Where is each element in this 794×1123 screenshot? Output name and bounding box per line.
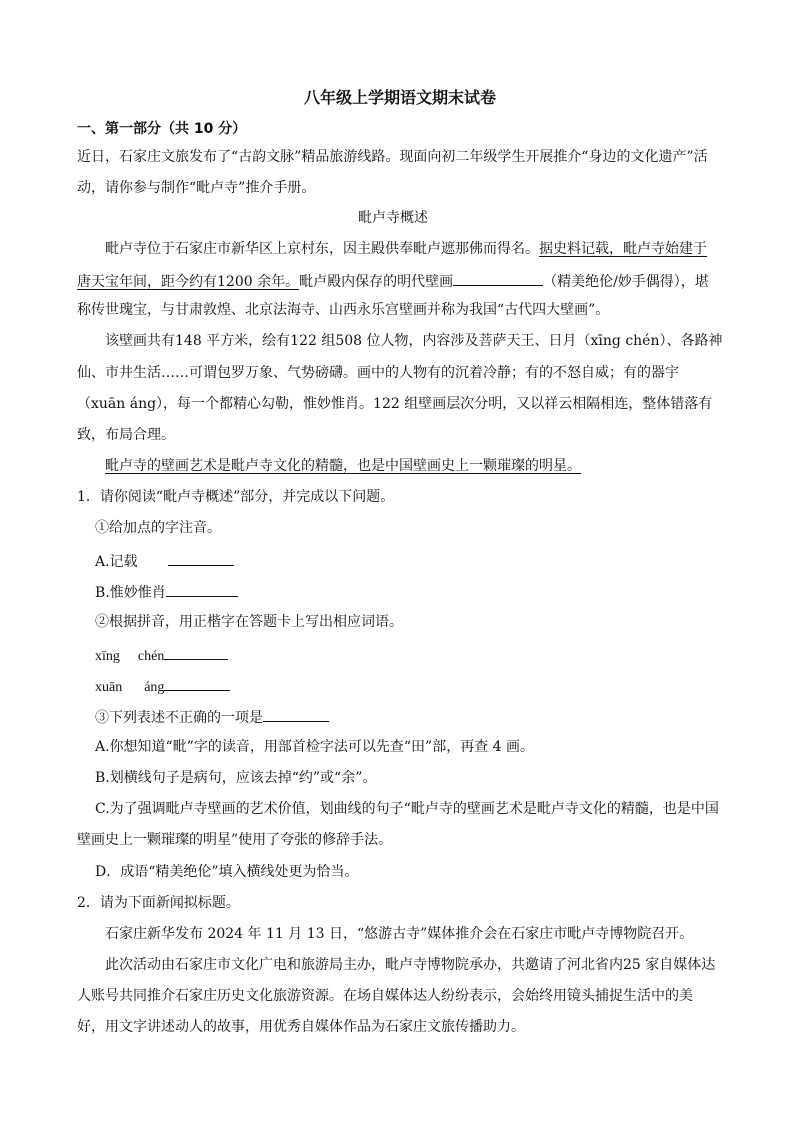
q1-option-c-line-1: C.为了强调毗卢寺壁画的艺术价值，划曲线的句子“毗卢寺的壁画艺术是毗卢寺文化的精髓，也是中国	[95, 801, 719, 817]
pinyin-chen: chén	[137, 649, 165, 664]
q1-option-b: B.划横线句子是病句，应该去掉“约”或“余”。	[95, 770, 377, 786]
answer-blank[interactable]	[164, 645, 228, 660]
pinyin-row-1	[95, 645, 228, 666]
answer-blank[interactable]	[166, 582, 238, 597]
passage-p2-line-4: 致，布局合理。	[77, 427, 175, 443]
q1-item-b	[95, 582, 238, 602]
q1-sub1: ①给加点的字注音。	[95, 520, 221, 536]
pinyin-xuan: xuān	[95, 680, 123, 695]
intro-line-2: 动，请你参与制作“毗卢寺”推介手册。	[77, 180, 316, 196]
q1-item-a	[95, 551, 234, 571]
p1-text-b: 毗卢殿内保存的明代壁画	[299, 274, 454, 290]
q1-sub3	[95, 707, 329, 727]
answer-blank[interactable]	[168, 551, 234, 566]
q1-option-c-line-2: 壁画史上一颗璀璨的明星”使用了夸张的修辞手法。	[77, 832, 393, 848]
news-line-1: 石家庄新华发布 2024 年 11 月 13 日，“悠游古寺”媒体推介会在石家庄市毗卢寺博物院召开。	[105, 926, 694, 942]
pinyin-ang: áng	[144, 680, 165, 695]
answer-blank[interactable]	[453, 271, 543, 286]
question-1-stem: 1．请你阅读“毗卢寺概述”部分，并完成以下问题。	[77, 489, 395, 505]
news-line-4: 好，用文字讲述动人的故事，用优秀自媒体作品为石家庄文旅传播助力。	[77, 1019, 525, 1035]
pinyin-xing: xīng	[95, 649, 120, 664]
p1-underlined-b: 唐天宝年间，距今约有1200 余年。	[77, 274, 300, 290]
passage-p1-line-3: 称传世瑰宝，与甘肃敦煌、北京法海寺、山西永乐宫壁画并称为我国“古代四大壁画”。	[77, 302, 610, 318]
q1-item-b-text: B.惟妙惟肖	[95, 585, 166, 601]
passage-subtitle: 毗卢寺概述	[358, 210, 428, 226]
question-2-stem: 2．请为下面新闻拟标题。	[77, 895, 240, 911]
passage-p3: 毗卢寺的壁画艺术是毗卢寺文化的精髓，也是中国壁画史上一颗璀璨的明星。	[105, 458, 581, 474]
q1-item-a-text: A.记载	[95, 554, 138, 570]
p1-underlined-a: 据史料记载，毗卢寺始建于	[539, 241, 707, 257]
answer-blank[interactable]	[263, 707, 329, 722]
passage-p1-line-1	[105, 240, 707, 258]
passage-p2-line-3: （xuān áng），每一个都精心勾勒，惟妙惟肖。122 组壁画层次分明，又以祥云相隔相连，整体错落有	[77, 396, 713, 412]
section-heading: 一、第一部分（共 10 分）	[77, 121, 247, 137]
passage-p2-line-1: 该壁画共有148 平方米，绘有122 组508 位人物，内容涉及菩萨天王、日月（xīng chén）、各路神	[105, 333, 723, 349]
q1-option-d: D．成语“精美绝伦”填入横线处更为恰当。	[95, 864, 359, 880]
passage-p1-line-2	[77, 271, 709, 291]
page-title: 八年级上学期语文期末试卷	[304, 88, 497, 107]
q1-sub3-text: ③下列表述不正确的一项是	[95, 710, 263, 726]
news-line-2: 此次活动由石家庄市文化广电和旅游局主办，毗卢寺博物院承办，共邀请了河北省内25 家自媒体达	[105, 957, 716, 973]
pinyin-row-2	[95, 676, 230, 697]
p1-text-b-tail: （精美绝伦/妙手偶得），堪	[543, 274, 709, 290]
news-line-3: 人账号共同推介石家庄历史文化旅游资源。在场自媒体达人纷纷表示，会始终用镜头捕捉生活中的美	[77, 988, 693, 1004]
passage-p2-line-2: 仙、市井生活……可谓包罗万象、气势磅礴。画中的人物有的沉着冷静；有的不怒自威；有的器宇	[77, 365, 679, 381]
p1-text-a: 毗卢寺位于石家庄市新华区上京村东，因主殿供奉毗卢遮那佛而得名。	[105, 241, 539, 257]
q1-option-a: A.你想知道“毗”字的读音，用部首检字法可以先查“田”部，再查 4 画。	[95, 739, 534, 755]
answer-blank[interactable]	[164, 676, 230, 691]
intro-line-1: 近日，石家庄文旅发布了“古韵文脉”精品旅游线路。现面向初二年级学生开展推介“身边的文化遗产”活	[77, 149, 708, 165]
q1-sub2: ②根据拼音，用正楷字在答题卡上写出相应词语。	[95, 614, 403, 630]
